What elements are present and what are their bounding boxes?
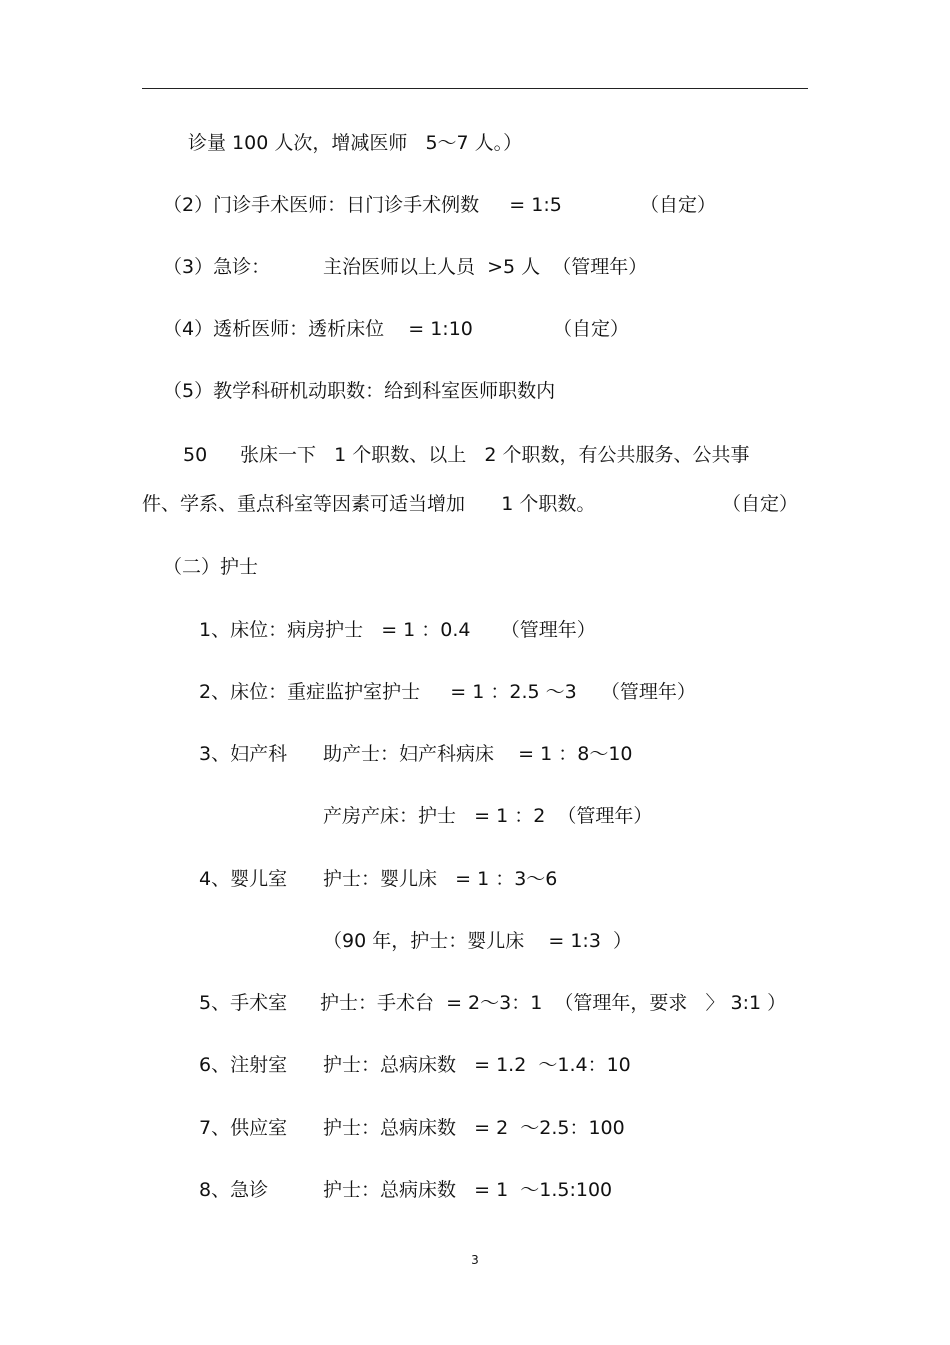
- text-line: 主治医师以上人员 >5 人 （管理年）: [323, 256, 648, 278]
- text-note: （自定）: [553, 318, 630, 340]
- list-item-label: 6、注射室: [199, 1054, 288, 1076]
- list-item-label: 8、急诊: [199, 1179, 269, 1201]
- section-heading: （二）护士: [163, 556, 259, 578]
- list-item: 产房产床：护士 = 1 ：2 （管理年）: [323, 805, 653, 827]
- list-item: 2、床位：重症监护室护士 = 1 ：2.5 ～3 （管理年）: [199, 681, 696, 703]
- list-item-label: 5、手术室: [199, 992, 288, 1014]
- list-item-label: 3、妇产科: [199, 743, 288, 765]
- text-line: 张床一下 1 个职数、以上 2 个职数，有公共服务、公共事: [240, 444, 750, 466]
- list-item: 助产士：妇产科病床 = 1 ：8～10: [323, 743, 633, 765]
- text-line: （4）透析医师：透析床位 = 1:10: [163, 318, 473, 340]
- list-item-label: 7、供应室: [199, 1117, 288, 1139]
- text-note: （自定）: [640, 194, 717, 216]
- page-number: 3: [471, 1253, 479, 1267]
- text-line: 50: [183, 444, 208, 466]
- list-item: 1、床位：病房护士 = 1 ：0.4 （管理年）: [199, 619, 596, 641]
- list-item: （90 年，护士：婴儿床 = 1:3 ）: [323, 930, 632, 952]
- list-item: 护士：手术台 = 2～3：1 （管理年，要求 〉 3:1 ）: [320, 992, 787, 1014]
- text-line: （3）急诊：: [163, 256, 271, 278]
- list-item: 护士：总病床数 = 1 ～1.5:100: [323, 1179, 613, 1201]
- text-line: 件、学系、重点科室等因素可适当增加 1 个职数。: [142, 493, 596, 515]
- list-item: 护士：总病床数 = 2 ～2.5：100: [323, 1117, 625, 1139]
- text-line: （2）门诊手术医师：日门诊手术例数 = 1:5: [163, 194, 562, 216]
- list-item: 护士：婴儿床 = 1 ：3～6: [323, 868, 558, 890]
- header-rule: [142, 88, 808, 89]
- text-line: （5）教学科研机动职数：给到科室医师职数内: [163, 380, 556, 402]
- text-note: （自定）: [722, 493, 799, 515]
- text-line: 诊量 100 人次，增减医师 5～7 人。）: [188, 132, 523, 154]
- list-item-label: 4、婴儿室: [199, 868, 288, 890]
- list-item: 护士：总病床数 = 1.2 ～1.4：10: [323, 1054, 631, 1076]
